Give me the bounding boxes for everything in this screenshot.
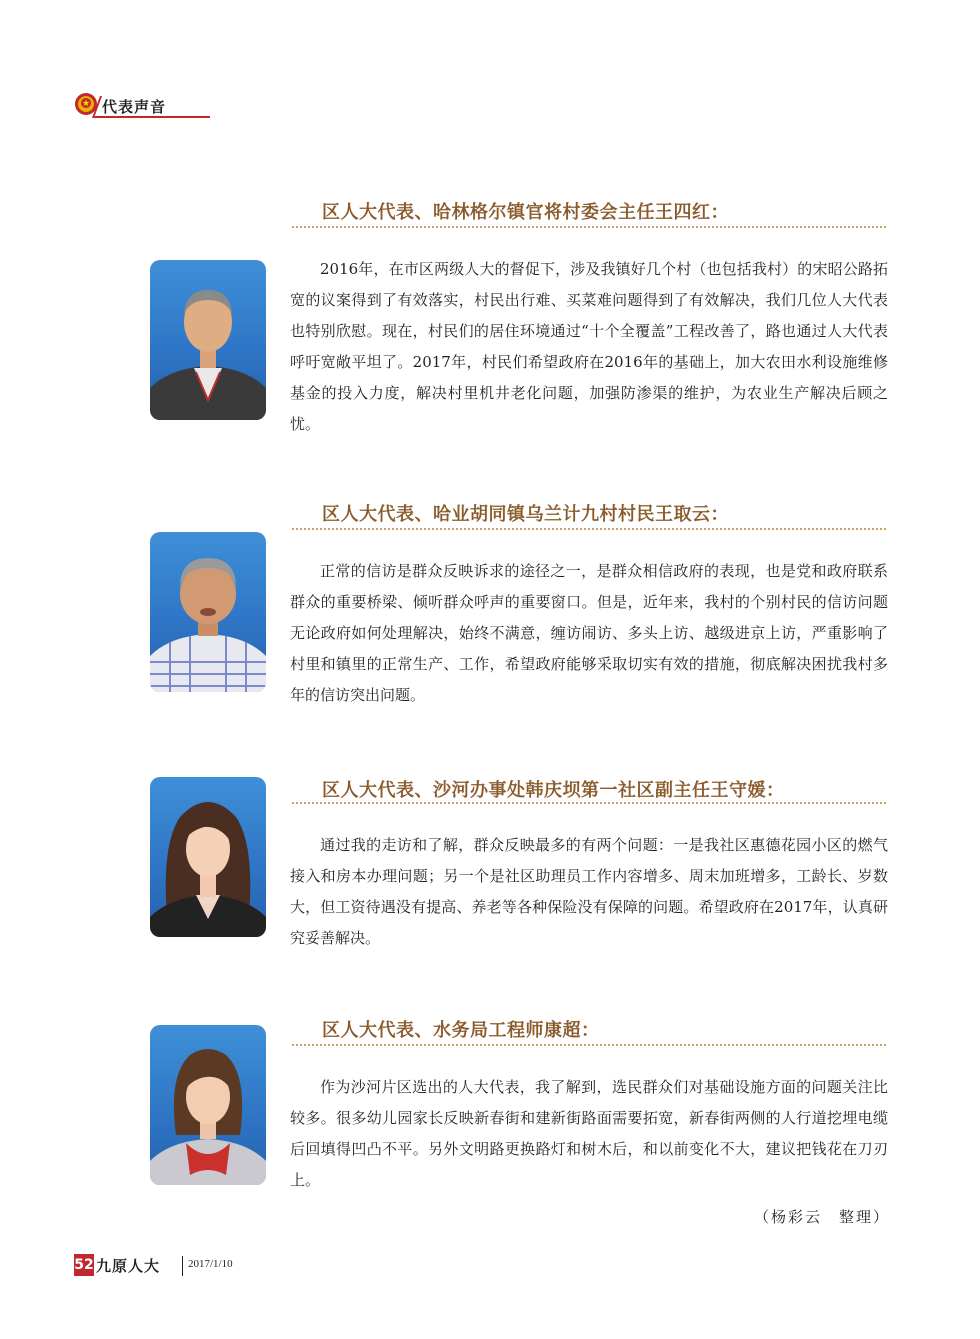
section-body-3: 通过我的走访和了解，群众反映最多的有两个问题：一是我社区惠德花园小区的燃气接入和房本办理问题；另一个是社区助理员工作内容增多、周末加班增多，工龄长、岁数大，但工资待遇没有提高、养老等各种保险没有保障的问题。希望政府在2017年，认真研究妥善解决。 [290, 836, 888, 947]
magazine-name: 九原人大 [96, 1257, 161, 1275]
portrait-photo-icon [150, 532, 266, 692]
portrait-photo [150, 1025, 266, 1185]
section-title-1: 区人大代表、哈林格尔镇官将村委会主任王四红： [322, 202, 729, 223]
section-title-3: 区人大代表、沙河办事处韩庆坝第一社区副主任王守媛： [322, 780, 785, 801]
page-number: 52 [74, 1254, 94, 1276]
dotted-divider [292, 528, 886, 530]
issue-date: 2017/1/10 [188, 1258, 233, 1270]
dotted-divider [292, 1044, 886, 1046]
section-body-1: 2016年，在市区两级人大的督促下，涉及我镇好几个村（也包括我村）的宋昭公路拓宽的议案得到了有效落实，村民出行难、买菜难问题得到了有效解决，我们几位人大代表也特别欣慰。现在，村民们的居住环境通过“十个全覆盖”工程改善了，路也通过人大代表呼吁宽敞平坦了。2017年，村民们希望政府在2016年的基础上，加大农田水利设施维修基金的投入力度，解决村里机井老化问题，加强防渗渠的维护，为农业生产解决后顾之忧。 [290, 260, 888, 433]
section-title: 代表声音 [102, 98, 167, 116]
section-title-4: 区人大代表、水务局工程师康超： [322, 1020, 600, 1041]
footer-divider [182, 1256, 183, 1276]
dotted-divider [292, 802, 886, 804]
portrait-photo-icon [150, 1025, 266, 1185]
portrait-photo [150, 260, 266, 420]
section-body-4: 作为沙河片区选出的人大代表，我了解到，选民群众们对基础设施方面的问题关注比较多。很多幼儿园家长反映新春街和建新街路面需要拓宽，新春街两侧的人行道挖埋电缆后回填得凹凸不平。另外文明路更换路灯和树木后，和以前变化不大，建议把钱花在刀刃上。 [290, 1078, 888, 1189]
portrait-photo-icon [150, 777, 266, 937]
section-title-2: 区人大代表、哈业胡同镇乌兰计九村村民王取云： [322, 504, 729, 525]
portrait-photo [150, 532, 266, 692]
portrait-photo [150, 777, 266, 937]
dotted-divider [292, 226, 886, 228]
page-header [74, 88, 214, 122]
header-underline [94, 116, 210, 118]
editor-credit: （杨彩云 整理） [753, 1208, 890, 1226]
section-body-2: 正常的信访是群众反映诉求的途径之一，是群众相信政府的表现，也是党和政府联系群众的重要桥梁、倾听群众呼声的重要窗口。但是，近年来，我村的个别村民的信访问题无论政府如何处理解决，始终不满意，缠访闹访、多头上访、越级进京上访，严重影响了村里和镇里的正常生产、工作，希望政府能够采取切实有效的措施，彻底解决困扰我村多年的信访突出问题。 [290, 562, 888, 704]
portrait-photo-icon [150, 260, 266, 420]
